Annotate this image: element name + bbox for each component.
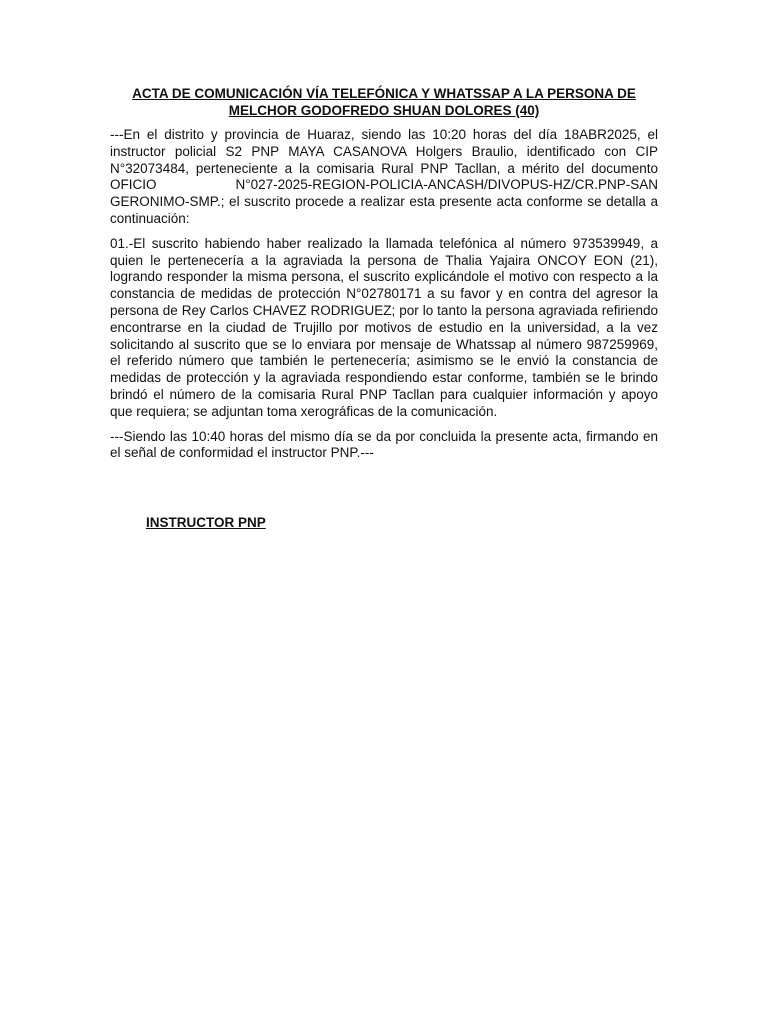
paragraph-closing: ---Siendo las 10:40 horas del mismo día se da por concluida la presente acta, firmando en el señal de conformidad el instructor PNP.--- (110, 428, 658, 461)
signature-label: INSTRUCTOR PNP (146, 515, 266, 530)
title-line-1: ACTA DE COMUNICACIÓN VÍA TELEFÓNICA Y WHATSSAP A LA PERSONA DE (132, 86, 636, 101)
paragraph-communication: 01.-El suscrito habiendo haber realizado la llamada telefónica al número 973539949, a quien le pertenecería a la agraviada la persona de Thalia Yajaira ONCOY EON (21), logrando responder la misma persona, el suscrito explicándole el motivo con respecto a la constancia de medidas de protección N°02780171 a su favor y en contra del agresor la persona de Rey Carlos CHAVEZ RODRIGUEZ; por lo tanto la persona agraviada refiriendo encontrarse en la ciudad de Trujillo por motivos de estudio en la universidad, a la vez solicitando al suscrito que se lo enviara por mensaje de Whatssap al número 987259969, el referido número que también le pertenecería; asimismo se le envió la constancia de medidas de protección y la agraviada respondiendo estar conforme, también se le brindo brindó el número de la comisaria Rural PNP Tacllan para cualquier información y apoyo que requiera; se adjuntan toma xerográficas de la comunicación. (110, 235, 658, 419)
title-line-2: MELCHOR GODOFREDO SHUAN DOLORES (40) (228, 103, 540, 118)
document-body (110, 85, 658, 470)
document-title (110, 85, 658, 119)
paragraph-intro: ---En el distrito y provincia de Huaraz, siendo las 10:20 horas del día 18ABR2025, el instructor policial S2 PNP MAYA CASANOVA Holgers Braulio, identificado con CIP N°32073484, perteneciente a la comisaria Rural PNP Tacllan, a mérito del documento OFICIO N°027-2025-REGION-POLICIA-ANCASH/DIVOPUS-HZ/CR.PNP-SAN GERONIMO-SMP.; el suscrito procede a realizar esta presente acta conforme se detalla a continuación: (110, 127, 658, 226)
